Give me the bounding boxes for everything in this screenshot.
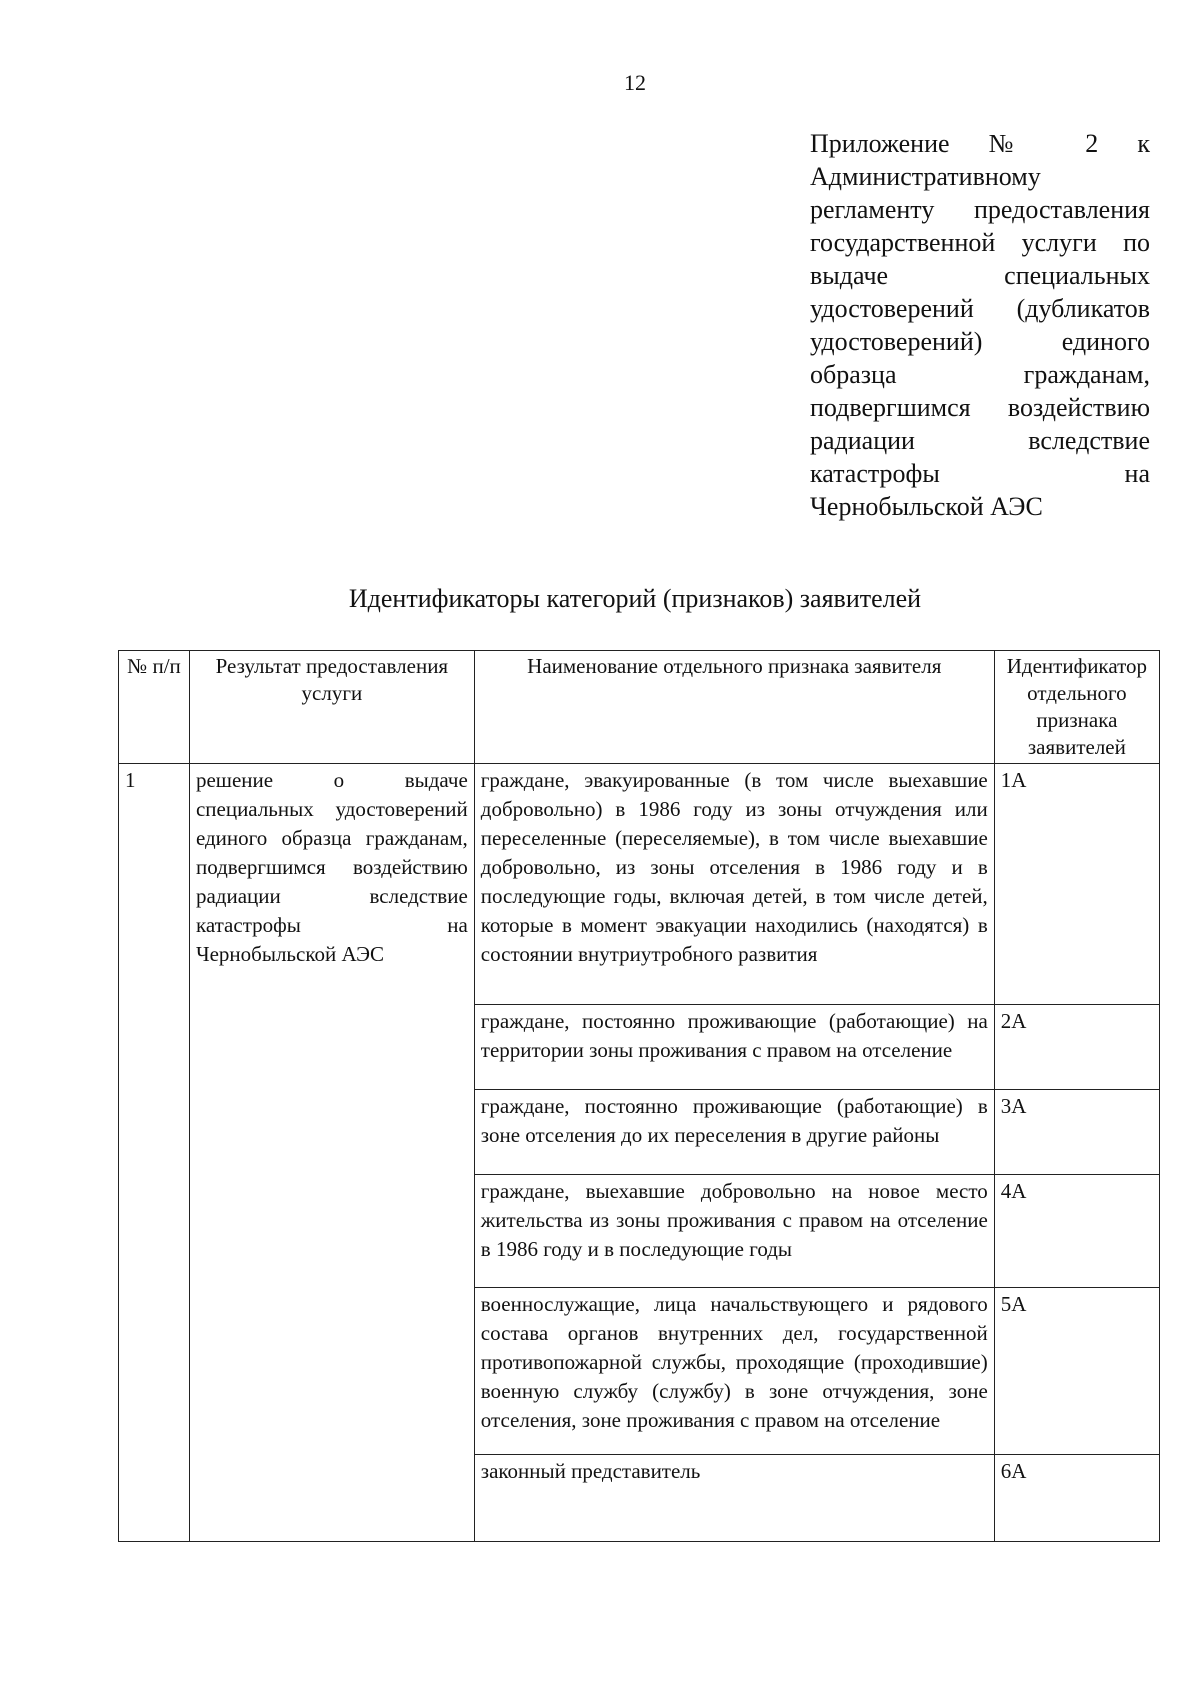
appendix-line: удостоверений) единого bbox=[810, 327, 1150, 356]
page-number: 12 bbox=[624, 70, 646, 95]
feature-name: граждане, постоянно проживающие (работающие) на территории зоны проживания с правом на отселение bbox=[474, 1005, 994, 1090]
feature-id: 1А bbox=[994, 764, 1159, 1005]
appendix-line: Приложение № 2 к bbox=[810, 129, 1150, 158]
document-title: Идентификаторы категорий (признаков) заявителей bbox=[348, 584, 922, 613]
feature-id: 3А bbox=[994, 1090, 1159, 1175]
appendix-line: выдаче специальных bbox=[810, 261, 1150, 290]
result-cell: решение о выдаче специальных удостоверений единого образца гражданам, подвергшимся воздействию радиации вследствие катастрофы на Чернобыльской АЭС bbox=[189, 764, 474, 1542]
appendix-line: удостоверений (дубликатов bbox=[810, 294, 1150, 323]
appendix-line: катастрофы на bbox=[810, 459, 1150, 488]
header-result: Результат предоставления услуги bbox=[189, 651, 474, 764]
appendix-line: государственной услуги по bbox=[810, 228, 1150, 257]
appendix-line: образца гражданам, bbox=[810, 360, 1150, 389]
appendix-header bbox=[810, 127, 1150, 523]
row-number: 1 bbox=[119, 764, 190, 1542]
feature-name: граждане, постоянно проживающие (работающие) в зоне отселения до их переселения в другие районы bbox=[474, 1090, 994, 1175]
feature-id: 4А bbox=[994, 1175, 1159, 1288]
appendix-line: Чернобыльской АЭС bbox=[810, 492, 1043, 521]
table-row bbox=[119, 764, 1160, 1005]
appendix-line: Административному bbox=[810, 162, 1041, 191]
appendix-line: радиации вследствие bbox=[810, 426, 1150, 455]
appendix-line: регламенту предоставления bbox=[810, 195, 1150, 224]
header-id: Идентификатор отдельного признака заявителей bbox=[994, 651, 1159, 764]
identifiers-table bbox=[118, 650, 1160, 1542]
feature-name: законный представитель bbox=[474, 1455, 994, 1542]
header-name: Наименование отдельного признака заявителя bbox=[474, 651, 994, 764]
feature-id: 6А bbox=[994, 1455, 1159, 1542]
feature-id: 5А bbox=[994, 1288, 1159, 1455]
table-header-row bbox=[119, 651, 1160, 764]
feature-name: граждане, выехавшие добровольно на новое место жительства из зоны проживания с правом на отселение в 1986 году и в последующие годы bbox=[474, 1175, 994, 1288]
feature-id: 2А bbox=[994, 1005, 1159, 1090]
feature-name: военнослужащие, лица начальствующего и рядового состава органов внутренних дел, государственной противопожарной службы, проходящие (проходившие) военную службу (службу) в зоне отчуждения, зоне отселения, зоне проживания с правом на отселение bbox=[474, 1288, 994, 1455]
appendix-line: подвергшимся воздействию bbox=[810, 393, 1150, 422]
feature-name: граждане, эвакуированные (в том числе выехавшие добровольно) в 1986 году из зоны отчуждения или переселенные (переселяемые), в том числе выехавшие добровольно, из зоны отселения в 1986 году и в последующие годы, включая детей, в том числе детей, которые в момент эвакуации находились (находятся) в состоянии внутриутробного развития bbox=[474, 764, 994, 1005]
header-num: № п/п bbox=[119, 651, 190, 764]
